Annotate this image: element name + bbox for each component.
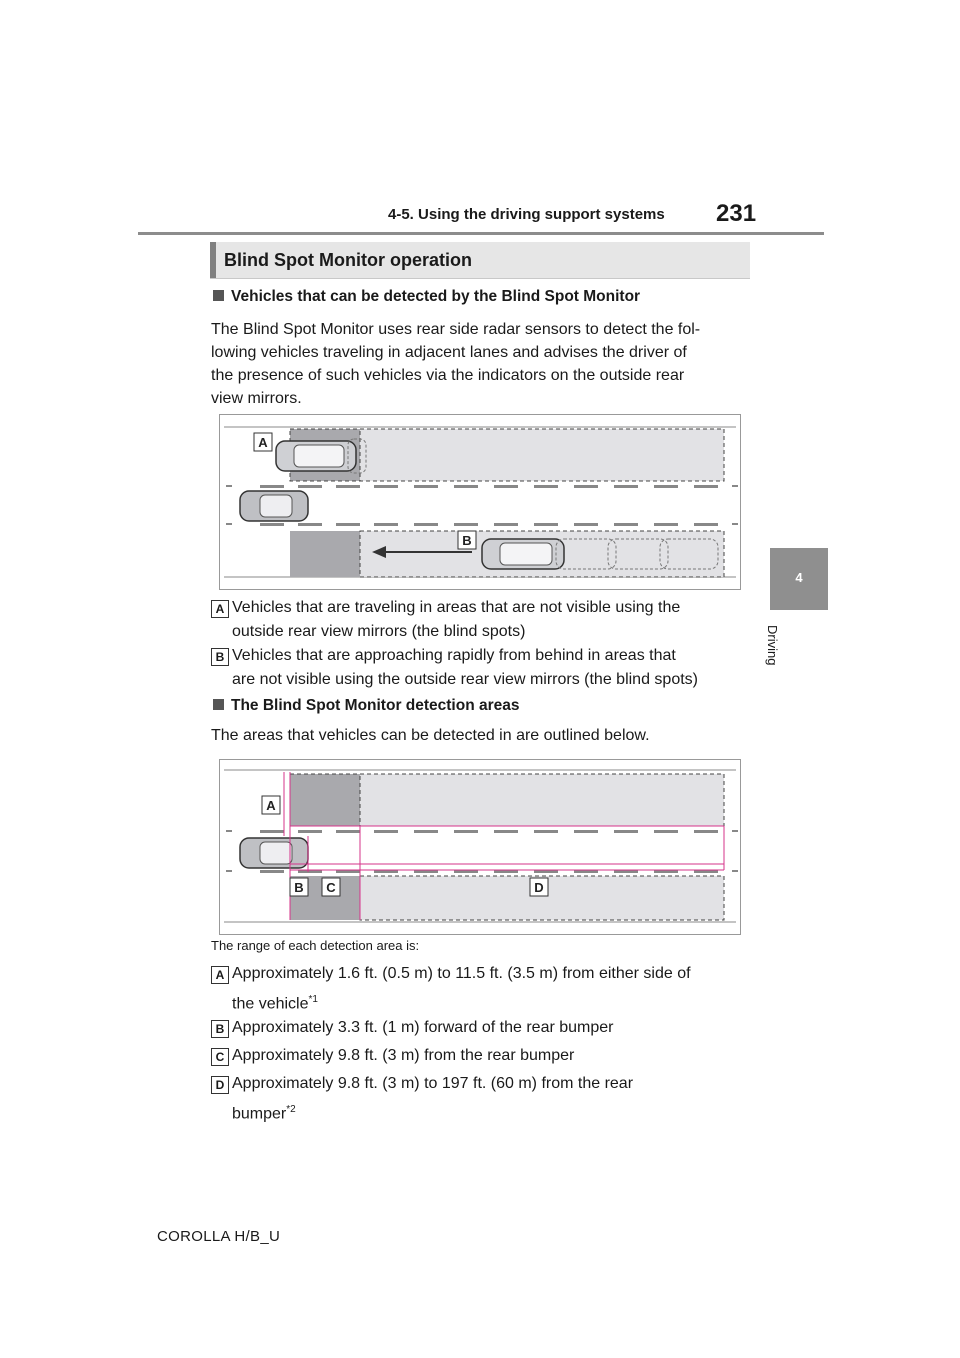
diagram-2-label-d: D	[534, 880, 544, 895]
vehicle-a-icon	[276, 439, 366, 473]
subsection-heading-1-text: Vehicles that can be detected by the Blind Spot Monitor	[231, 288, 641, 305]
section-heading: Blind Spot Monitor operation	[224, 250, 472, 270]
diagram-2-label-a: A	[266, 798, 276, 813]
legend-line: Vehicles that are approaching rapidly from behind in areas that	[232, 647, 676, 664]
diagram-1-label-b: B	[462, 533, 472, 548]
model-footer: COROLLA H/B_U	[157, 1228, 281, 1245]
section-heading-bar	[210, 242, 750, 279]
header-rule	[138, 232, 824, 235]
diagram-1-figure	[220, 415, 740, 589]
range-text: bumper	[232, 1105, 287, 1123]
running-header: 4-5. Using the driving support systems	[388, 206, 665, 223]
detection-areas-paragraph: The areas that vehicles can be detected in are outlined below.	[211, 727, 650, 744]
blind-spot-diagram-1	[219, 414, 741, 590]
legend-item-a	[232, 596, 752, 644]
section-heading-stripe	[210, 242, 216, 278]
range-item-d	[232, 1071, 752, 1127]
range-label-b: B	[211, 1020, 229, 1038]
legend-line: outside rear view mirrors (the blind spots)	[232, 623, 526, 640]
paragraph-line: the presence of such vehicles via the indicators on the outside rear	[211, 367, 685, 384]
legend-label-b: B	[211, 648, 229, 666]
legend-label-a: A	[211, 600, 229, 618]
diagram-2-label-c: C	[326, 880, 336, 895]
diagram-1-label-a: A	[258, 435, 268, 450]
range-line-with-note	[232, 987, 752, 1017]
range-line-with-note	[232, 1097, 752, 1127]
chapter-label: Driving	[765, 625, 780, 666]
range-line: Approximately 1.6 ft. (0.5 m) to 11.5 ft. (3.5 m) from either side of	[232, 965, 691, 982]
range-label-d: D	[211, 1076, 229, 1094]
page-number: 231	[716, 200, 757, 227]
range-line: Approximately 3.3 ft. (1 m) forward of the rear bumper	[232, 1019, 614, 1036]
range-line: Approximately 9.8 ft. (3 m) to 197 ft. (60 m) from the rear	[232, 1075, 634, 1092]
legend-line: are not visible using the outside rear view mirrors (the blind spots)	[232, 671, 698, 688]
bullet-square-icon	[213, 290, 224, 301]
range-line: Approximately 9.8 ft. (3 m) from the rear bumper	[232, 1047, 575, 1064]
diagram-2-figure	[220, 760, 740, 934]
subsection-heading-2	[211, 697, 520, 715]
footnote-ref: *1	[308, 994, 318, 1005]
detection-area-diagram	[219, 759, 741, 935]
range-text: the vehicle	[232, 995, 309, 1013]
intro-paragraph	[211, 318, 751, 410]
subsection-heading-1	[211, 288, 640, 306]
chapter-label-container	[766, 625, 826, 685]
range-item-c	[232, 1043, 752, 1069]
subsection-heading-2-text: The Blind Spot Monitor detection areas	[231, 697, 520, 714]
own-vehicle-icon	[240, 491, 308, 521]
range-item-b	[232, 1015, 752, 1041]
paragraph-line: The Blind Spot Monitor uses rear side radar sensors to detect the fol-	[211, 321, 701, 338]
paragraph-line: lowing vehicles traveling in adjacent lanes and advises the driver of	[211, 344, 687, 361]
legend-line: Vehicles that are traveling in areas that are not visible using the	[232, 599, 681, 616]
diagram-2-label-b: B	[294, 880, 304, 895]
range-label-c: C	[211, 1048, 229, 1066]
range-label-a: A	[211, 966, 229, 984]
range-item-a	[232, 961, 752, 1017]
paragraph-line: view mirrors.	[211, 390, 302, 407]
legend-item-b	[232, 644, 752, 692]
chapter-number: 4	[795, 570, 803, 585]
range-caption: The range of each detection area is:	[211, 938, 420, 953]
bullet-square-icon	[213, 699, 224, 710]
footnote-ref: *2	[286, 1104, 296, 1115]
